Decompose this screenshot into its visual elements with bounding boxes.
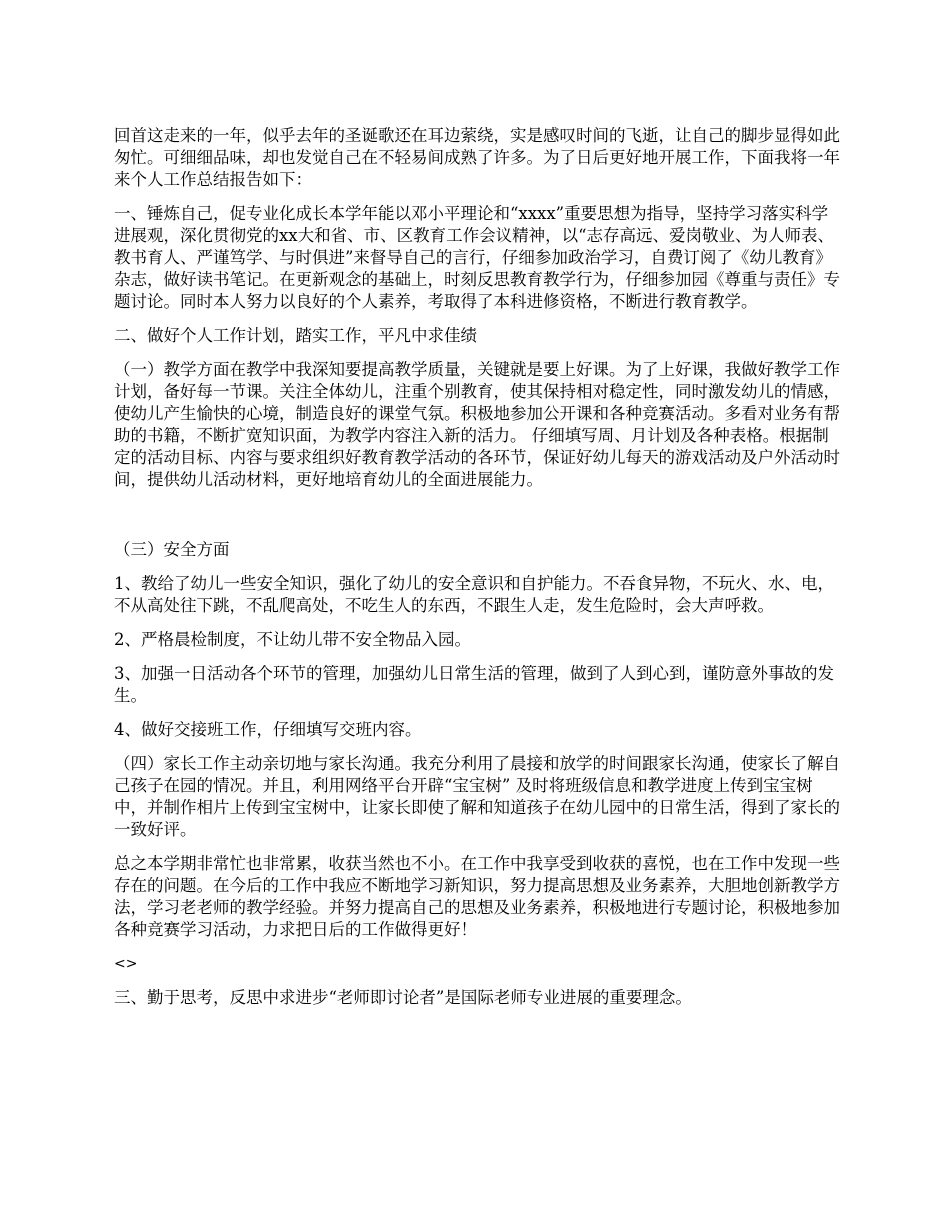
section-two-heading: 二、做好个人工作计划，踏实工作，平凡中求佳绩: [114, 326, 477, 345]
blank-gap: [114, 503, 840, 539]
placeholder-marker: <>: [114, 956, 138, 972]
teaching-paragraph: （一）教学方面在教学中我深知要提高教学质量，关键就是要上好课。为了上好课，我做好教学工作计划，备好每一节课。关注全体幼儿，注重个别教育，使其保持相对稳定性，同时激发幼儿的情感，使幼儿产生愉快的心境，制造良好的课堂气氛。积极地参加公开课和各种竞赛活动。多看对业务有帮助的书籍，不断扩宽知识面，为教学内容注入新的活力。 仔细填写周、月计划及各种表格。根据制定的活动目标、内容与要求组织好教育教学活动的各环节，保证好幼儿每天的游戏活动及户外活动时间，提供幼儿活动材料，更好地培育幼儿的全面进展能力。: [114, 360, 840, 489]
summary-paragraph: 总之本学期非常忙也非常累，收获当然也不小。在工作中我享受到收获的喜悦，也在工作中发现一些存在的问题。在今后的工作中我应不断地学习新知识，努力提高思想及业务素养，大胆地创新教学方法，学习老老师的教学经验。并努力提高自己的思想及业务素养，积极地进行专题讨论，积极地参加各种竞赛学习活动，力求把日后的工作做得更好！: [114, 854, 840, 939]
safety-heading: （三）安全方面: [114, 540, 230, 559]
document-body: [114, 125, 840, 1021]
safety-item-3: 3、加强一日活动各个环节的管理，加强幼儿日常生活的管理，做到了人到心到，谨防意外事故的发生。: [114, 664, 834, 705]
section-three-heading: 三、勤于思考，反思中求进步“老师即讨论者”是国际老师专业进展的重要理念。: [114, 988, 692, 1007]
section-one-paragraph: 一、锤炼自己，促专业化成长本学年能以邓小平理论和“xxxx”重要思想为指导，坚持学习落实科学进展观，深化贯彻党的xx大和省、市、区教育工作会议精神，以“志存高远、爱岗敬业、为人师表、教书育人、严谨笃学、与时俱进”来督导自己的言行，仔细参加政治学习，自费订阅了《幼儿教育》杂志，做好读书笔记。在更新观念的基础上，时刻反思教育教学行为，仔细参加园《尊重与责任》专题讨论。同时本人努力以良好的个人素养，考取得了本科进修资格，不断进行教育教学。: [114, 204, 840, 311]
intro-paragraph: 回首这走来的一年，似乎去年的圣诞歌还在耳边萦绕，实是感叹时间的飞逝，让自己的脚步显得如此匆忙。可细细品味，却也发觉自己在不轻易间成熟了许多。为了日后更好地开展工作，下面我将一年来个人工作总结报告如下：: [114, 126, 840, 189]
safety-item-4: 4、做好交接班工作，仔细填写交班内容。: [114, 720, 422, 739]
safety-item-2: 2、严格晨检制度，不让幼儿带不安全物品入园。: [114, 630, 471, 649]
parents-paragraph: （四）家长工作主动亲切地与家长沟通。我充分利用了晨接和放学的时间跟家长沟通，使家长了解自己孩子在园的情况。并且，利用网络平台开辟“宝宝树” 及时将班级信息和教学进度上传到宝宝树中，并制作相片上传到宝宝树中，让家长即使了解和知道孩子在幼儿园中的日常生活，得到了家长的一致好评。: [114, 754, 840, 839]
safety-item-1: 1、教给了幼儿一些安全知识，强化了幼儿的安全意识和自护能力。不吞食异物，不玩火、水、电，不从高处往下跳，不乱爬高处，不吃生人的东西，不跟生人走，发生危险时，会大声呼救。: [114, 574, 834, 615]
